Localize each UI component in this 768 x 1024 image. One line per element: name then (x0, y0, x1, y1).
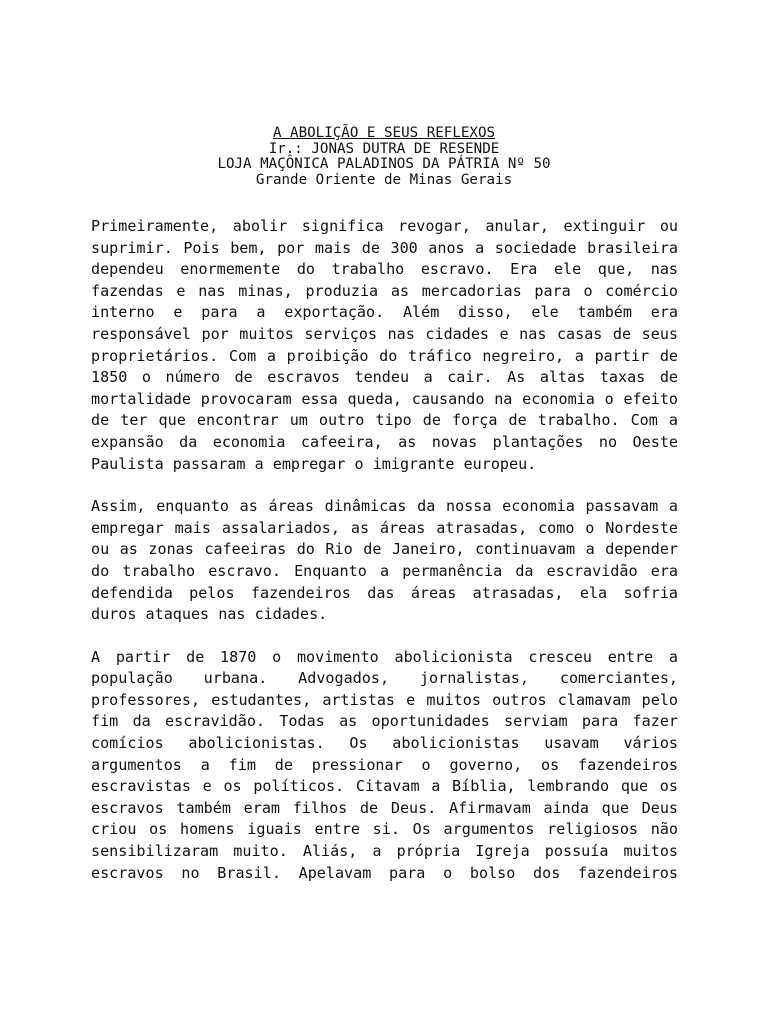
paragraph-line: de ter que encontrar um outro tipo de força de trabalho. Com a (91, 411, 678, 430)
paragraph-line: expansão da economia cafeeira, as novas plantações no Oeste (91, 432, 678, 451)
paragraph-line: criou os homens iguais entre si. Os argumentos religiosos não (91, 820, 678, 839)
paragraph-line: professores, estudantes, artistas e muitos outros clamavam pelo (91, 690, 678, 709)
document-header (0, 126, 768, 188)
paragraph-line: do trabalho escravo. Enquanto a permanência da escravidão era (91, 561, 678, 580)
paragraph-line: duros ataques nas cidades. (91, 605, 328, 624)
paragraph-1 (91, 216, 678, 475)
paragraph-3 (91, 647, 678, 885)
paragraph-line: mortalidade provocaram essa queda, causando na economia o efeito (91, 389, 678, 408)
paragraph-line: 1850 o número de escravos tendeu a cair. As altas taxas de (91, 368, 678, 387)
paragraph-line: responsável por muitos serviços nas cidades e nas casas de seus (91, 324, 678, 343)
paragraph-line: Primeiramente, abolir significa revogar, anular, extinguir ou (91, 217, 678, 235)
document-body (91, 216, 678, 905)
paragraph-line: A partir de 1870 o movimento abolicionista cresceu entre a (91, 647, 678, 666)
paragraph-line: empregar mais assalariados, as áreas atrasadas, como o Nordeste (91, 518, 678, 537)
orient-line: Grande Oriente de Minas Gerais (255, 171, 513, 188)
paragraph-line: população urbana. Advogados, jornalistas, comerciantes, (91, 669, 678, 688)
paragraph-line: ou as zonas cafeeiras do Rio de Janeiro, continuavam a depender (91, 540, 678, 559)
paragraph-line: suprimir. Pois bem, por mais de 300 anos a sociedade brasileira (91, 238, 678, 257)
paragraph-line: Paulista passaram a empregar o imigrante europeu. (91, 454, 537, 473)
paragraph-line: fim da escravidão. Todas as oportunidades serviam para fazer (91, 712, 678, 731)
paragraph-line: defendida pelos fazendeiros das áreas atrasadas, ela sofria (91, 583, 678, 602)
paragraph-line: fazendas e nas minas, produzia as mercadorias para o comércio (91, 281, 678, 300)
lodge-line: LOJA MAÇÔNICA PALADINOS DA PÁTRIA Nº 50 (217, 156, 551, 172)
paragraph-line: sensibilizaram muito. Aliás, a própria Igreja possuía muitos (91, 842, 678, 861)
author-line: Ir.: JONAS DUTRA DE RESENDE (268, 140, 500, 157)
paragraph-line: proprietários. Com a proibição do tráfico negreiro, a partir de (91, 346, 678, 365)
document-title: A ABOLIÇÃO E SEUS REFLEXOS (272, 125, 496, 141)
paragraph-line: Assim, enquanto as áreas dinâmicas da nossa economia passavam a (91, 497, 678, 516)
paragraph-line: escravos também eram filhos de Deus. Afirmavam ainda que Deus (91, 798, 678, 817)
paragraph-line: dependeu enormemente do trabalho escravo. Era ele que, nas (91, 260, 678, 279)
paragraph-line: escravistas e os políticos. Citavam a Bíblia, lembrando que os (91, 777, 678, 796)
paragraph-line: escravos no Brasil. Apelavam para o bolso dos fazendeiros (91, 863, 678, 882)
paragraph-line: comícios abolicionistas. Os abolicionistas usavam vários (91, 734, 678, 753)
paragraph-2 (91, 496, 678, 626)
paragraph-line: argumentos a fim de pressionar o governo, os fazendeiros (91, 755, 678, 774)
paragraph-line: interno e para a exportação. Além disso, ele também era (91, 303, 678, 322)
